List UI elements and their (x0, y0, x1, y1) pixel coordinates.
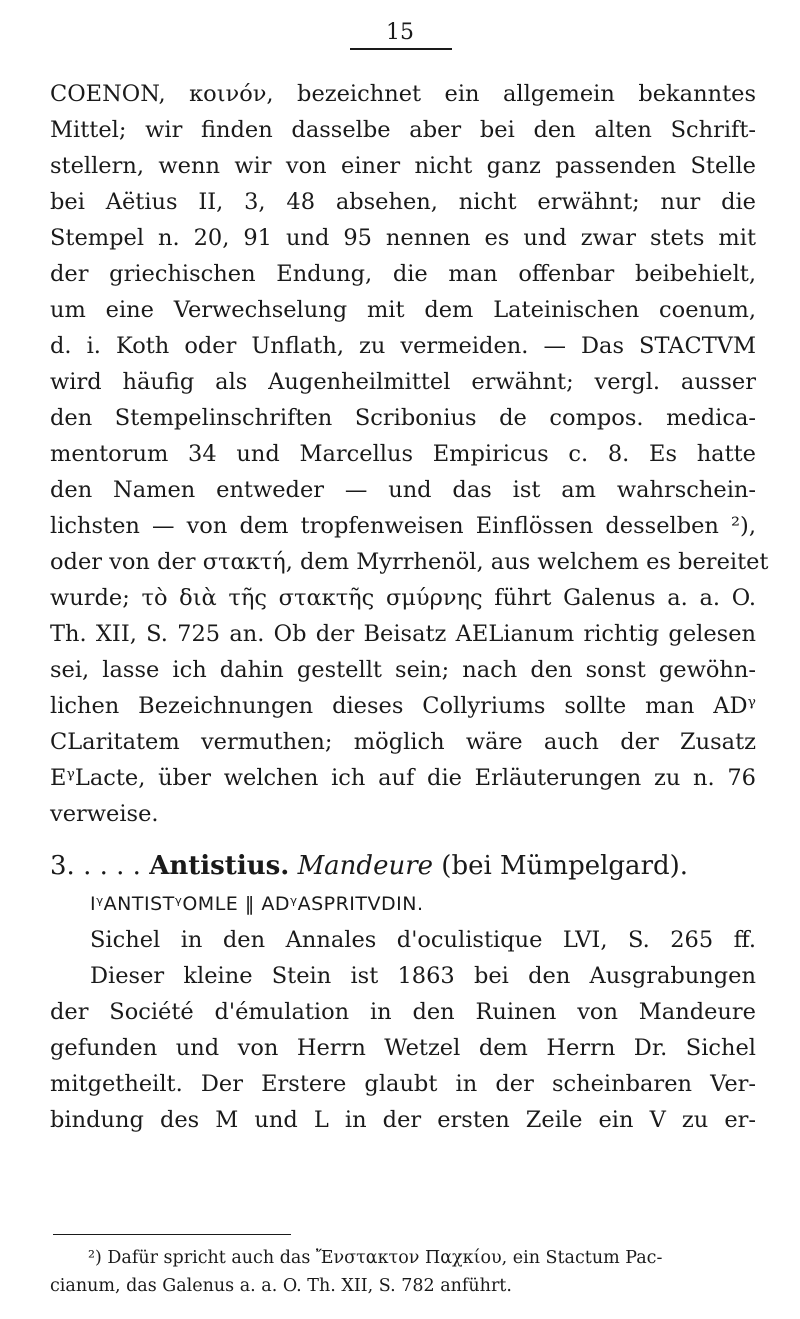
text-line: Dieser kleine Stein ist 1863 bei den Ausgrabungen (90, 963, 756, 989)
text-line: oder von der στακτή, dem Myrrhenöl, aus welchem es bereitet (50, 549, 769, 575)
text-line: bei Aëtius II, 3, 48 absehen, nicht erwähnt; nur die (50, 189, 756, 215)
stamp-inscription: IᵞANTISTᵞOMLE ‖ ADᵞASPRITVDIN. (90, 893, 424, 915)
text-line: lichen Bezeichnungen dieses Collyriums sollte man ADᵞ (50, 693, 756, 719)
text-line: Mittel; wir finden dasselbe aber bei den alten Schrift- (50, 117, 756, 143)
text-line: lichsten — von dem tropfenweisen Einflössen desselben ²), (50, 513, 756, 539)
text-line: der Société d'émulation in den Ruinen von Mandeure (50, 999, 756, 1025)
text-line: wurde; τὸ διὰ τῆς στακτῆς σμύρνης führt Galenus a. a. O. (50, 585, 756, 611)
text-line: verweise. (50, 801, 159, 827)
text-line: bindung des M und L in der ersten Zeile ein V zu er- (50, 1107, 756, 1133)
page-number: 15 (386, 20, 414, 45)
text-line: d. i. Koth oder Unflath, zu vermeiden. — Das STACTVM (50, 333, 756, 359)
text-line: mentorum 34 und Marcellus Empiricus c. 8. Es hatte (50, 441, 756, 467)
text-line: stellern, wenn wir von einer nicht ganz passenden Stelle (50, 153, 756, 179)
text-line: den Namen entweder — und das ist am wahrschein- (50, 477, 756, 503)
text-line: um eine Verwechselung mit dem Lateinischen coenum, (50, 297, 756, 323)
header-rule (350, 48, 452, 50)
footnote-line: cianum, das Galenus a. a. O. Th. XII, S. 782 anführt. (50, 1276, 512, 1296)
text-line: mitgetheilt. Der Erstere glaubt in der scheinbaren Ver- (50, 1071, 756, 1097)
text-line: Stempel n. 20, 91 und 95 nennen es und zwar stets mit (50, 225, 756, 251)
section-place-note: (bei Mümpelgard). (441, 851, 689, 881)
text-line: CLaritatem vermuthen; möglich wäre auch der Zusatz (50, 729, 756, 755)
text-line: gefunden und von Herrn Wetzel dem Herrn Dr. Sichel (50, 1035, 756, 1061)
text-line: Th. XII, S. 725 an. Ob der Beisatz AELianum richtig gelesen (50, 621, 756, 647)
footnote-line: ²) Dafür spricht auch das Ἔνστακτον Παχκίου, ein Stactum Pac- (88, 1248, 663, 1268)
section-heading (50, 846, 756, 886)
footnote-rule (53, 1234, 291, 1235)
text-line: EᵞLacte, über welchen ich auf die Erläuterungen zu n. 76 (50, 765, 756, 791)
section-name: Antistius. (149, 851, 290, 881)
text-line: sei, lasse ich dahin gestellt sein; nach den sonst gewöhn- (50, 657, 756, 683)
text-line: der griechischen Endung, die man offenbar beibehielt, (50, 261, 756, 287)
section-number: 3. . . . . (50, 851, 141, 881)
body-text (50, 76, 769, 1138)
text-line: Sichel in den Annales d'oculistique LVI, S. 265 ff. (90, 927, 756, 953)
text-line: den Stempelinschriften Scribonius de compos. medica- (50, 405, 756, 431)
text-line: wird häufig als Augenheilmittel erwähnt; vergl. ausser (50, 369, 756, 395)
footnote (50, 1244, 756, 1300)
section-place: Mandeure (297, 851, 434, 881)
text-line: COENON, κοινόν, bezeichnet ein allgemein bekanntes (50, 81, 756, 107)
